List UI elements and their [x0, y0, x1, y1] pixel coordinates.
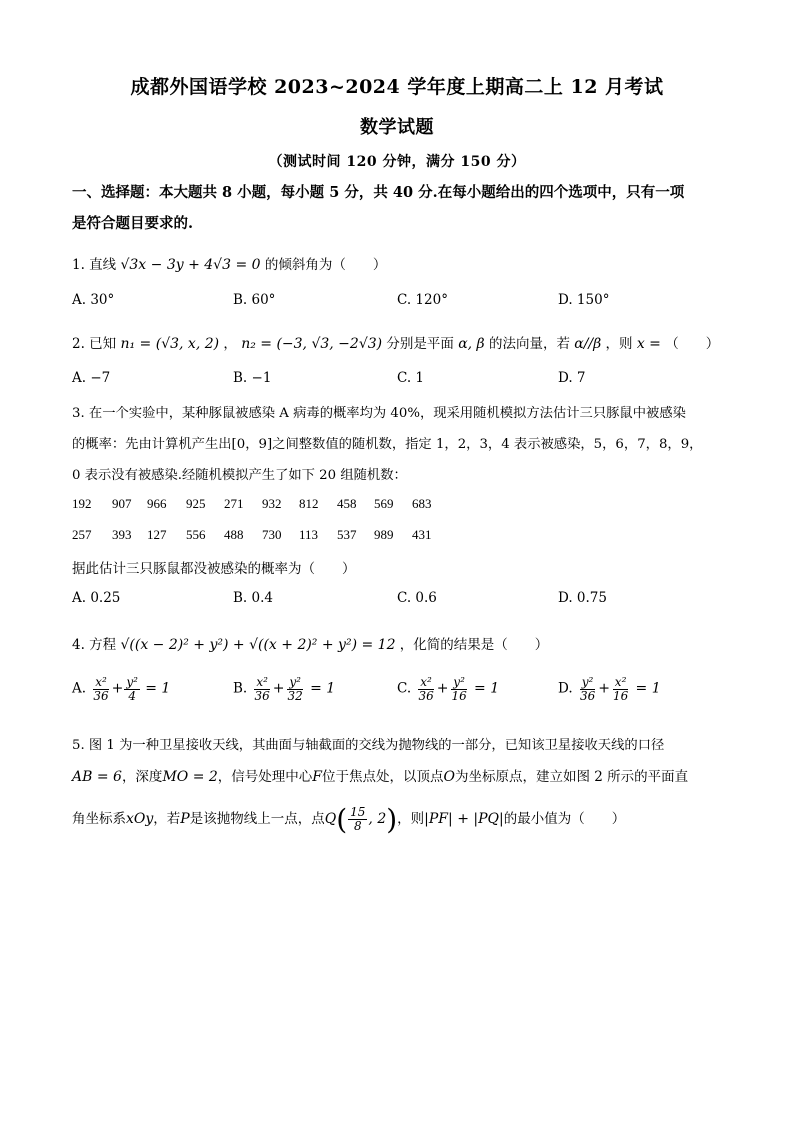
denominator: 36 — [418, 688, 434, 703]
random-number: 257 — [72, 527, 92, 542]
q5-text: 位于焦点处，以顶点 — [322, 769, 444, 785]
denominator: 16 — [451, 688, 467, 703]
q2-option-a: A. −7 — [72, 370, 111, 386]
question-4 — [72, 633, 548, 653]
random-number: 113 — [299, 527, 319, 542]
random-number: 932 — [262, 496, 282, 511]
q2-vector-n1: n₁ = (√3, x, 2) — [120, 336, 220, 352]
option-label: C. — [397, 680, 412, 697]
q1-equation: √3x − 3y + 4√3 = 0 — [120, 257, 261, 273]
denominator: 8 — [353, 819, 362, 833]
random-number: 431 — [412, 527, 432, 542]
random-number: 730 — [262, 527, 282, 542]
equation-rhs: = 1 — [145, 680, 171, 697]
right-paren: ) — [386, 803, 398, 836]
q1-suffix: 的倾斜角为（ ） — [264, 257, 387, 273]
q3-option-a: A. 0.25 — [72, 590, 121, 606]
denominator: 16 — [612, 688, 629, 703]
q4-equation: √((x − 2)² + y²) + √((x + 2)² + y²) = 12 — [120, 637, 396, 653]
numerator: x² — [420, 675, 432, 689]
q5-q-y: , 2 — [368, 811, 387, 827]
question-1 — [72, 253, 386, 273]
q2-option-b: B. −1 — [233, 370, 272, 386]
fraction — [91, 676, 110, 702]
q5-text: ，信号处理中心 — [217, 769, 313, 785]
random-number: 192 — [72, 496, 92, 511]
q5-p: P — [180, 811, 190, 827]
q2-option-d: D. 7 — [558, 370, 586, 386]
q2-text4: （ ） — [665, 336, 720, 352]
random-number: 393 — [112, 527, 132, 542]
q2-variable: x = — [636, 336, 661, 352]
fraction — [449, 676, 468, 702]
q5-xoy: xOy — [126, 811, 154, 827]
q5-text: ，若 — [153, 811, 181, 827]
q2-text1: 分别是平面 — [386, 336, 454, 352]
q3-option-b: B. 0.4 — [233, 590, 273, 606]
fraction — [253, 676, 272, 702]
q5-line2 — [72, 765, 688, 785]
q1-option-c: C. 120° — [397, 292, 448, 308]
q5-text: 是该抛物线上一点，点 — [189, 811, 325, 827]
denominator: 32 — [287, 688, 303, 703]
numerator: y² — [581, 675, 594, 689]
q2-text3: ，则 — [605, 336, 633, 352]
q5-f: F — [312, 769, 323, 785]
q5-line1: 5. 图 1 为一种卫星接收天线，其曲面与轴截面的交线为抛物线的一部分，已知该卫星接收天线的口径 — [72, 738, 665, 753]
numerator: y² — [289, 675, 301, 689]
numerator: 15 — [350, 805, 366, 820]
q1-option-d: D. 150° — [558, 292, 610, 308]
q1-option-b: B. 60° — [233, 292, 276, 308]
q2-option-c: C. 1 — [397, 370, 425, 386]
q3-line4: 据此估计三只豚鼠都没被感染的概率为（ ） — [72, 561, 356, 577]
q4-option-a: A. $\frac{\text{x²}}{36}$ + $\frac{\text{y²}}{4}$ = 1 — [72, 675, 171, 703]
fraction — [286, 676, 305, 702]
fraction — [124, 676, 140, 702]
q5-text: ，则 — [397, 811, 425, 827]
q2-text2: 的法向量，若 — [488, 336, 570, 352]
q5-text: 角坐标系 — [72, 811, 126, 827]
random-number: 271 — [224, 496, 244, 511]
numerator: y² — [453, 675, 465, 689]
q5-sum: |PF| + |PQ| — [424, 811, 504, 827]
subject-title: 数学试题 — [360, 117, 434, 138]
q1-option-a: A. 30° — [72, 292, 115, 308]
option-label: A. — [72, 680, 87, 697]
equation-rhs: = 1 — [310, 680, 336, 697]
section-heading-line2: 是符合题目要求的. — [72, 215, 194, 232]
q3-line2: 的概率：先由计算机产生出[0，9]之间整数值的随机数，指定 1，2，3，4 表示被感染，5，6，7，8，9， — [72, 437, 703, 452]
denominator: 4 — [128, 688, 136, 703]
q5-line3 — [72, 803, 625, 836]
denominator: 36 — [93, 688, 109, 703]
q5-text: ，深度 — [121, 769, 163, 785]
denominator: 36 — [579, 688, 596, 703]
question-2 — [72, 332, 719, 352]
q3-option-d: D. 0.75 — [558, 590, 607, 606]
q4-prefix: 4. 方程 — [72, 637, 117, 653]
q2-vector-n2: n₂ = (−3, √3, −2√3) — [241, 336, 383, 352]
q5-o: O — [443, 769, 455, 785]
q4-option-d: D. $\frac{\text{y²}}{36}$ + $\frac{\text{x²}}{16}$ = 1 — [558, 675, 661, 703]
equation-rhs: = 1 — [635, 680, 661, 697]
fraction — [348, 806, 367, 832]
q3-line1: 3. 在一个实验中，某种豚鼠被感染 A 病毒的概率均为 40%，现采用随机模拟方法估计三只豚鼠中被感染 — [72, 406, 686, 421]
q4-suffix: ，化简的结果是（ ） — [399, 637, 549, 653]
q1-prefix: 1. 直线 — [72, 257, 117, 273]
fraction — [578, 676, 597, 702]
q3-option-c: C. 0.6 — [397, 590, 437, 606]
fraction — [611, 676, 630, 702]
numerator: y² — [126, 675, 138, 689]
denominator: 36 — [254, 688, 270, 703]
q5-q: Q — [324, 811, 337, 827]
random-number: 556 — [186, 527, 206, 542]
numerator: x² — [256, 675, 268, 689]
equation-rhs: = 1 — [474, 680, 500, 697]
option-label: D. — [558, 680, 573, 697]
option-label: B. — [233, 680, 248, 697]
q5-ab: AB = 6 — [72, 769, 122, 785]
random-number: 458 — [337, 496, 357, 511]
random-number: 537 — [337, 527, 357, 542]
left-paren: ( — [336, 803, 348, 836]
q4-option-b: B. $\frac{\text{x²}}{36}$ + $\frac{\text{y²}}{32}$ = 1 — [233, 675, 336, 703]
numerator: x² — [614, 675, 627, 689]
q5-mo: MO = 2 — [162, 769, 218, 785]
q2-separator: ， — [223, 336, 237, 352]
q5-text: 的最小值为（ ） — [503, 811, 626, 827]
random-number: 569 — [374, 496, 394, 511]
q2-parallel: α//β — [574, 336, 602, 352]
section-heading-line1: 一、选择题：本大题共 8 小题，每小题 5 分，共 40 分.在每小题给出的四个选项中，只有一项 — [72, 184, 685, 201]
q2-prefix: 2. 已知 — [72, 336, 117, 352]
q5-text: 为坐标原点，建立如图 2 所示的平面直 — [455, 769, 689, 785]
random-number: 127 — [147, 527, 167, 542]
fraction — [416, 676, 435, 702]
numerator: x² — [95, 675, 107, 689]
q4-option-c: C. $\frac{\text{x²}}{36}$ + $\frac{\text{y²}}{16}$ = 1 — [397, 675, 500, 703]
random-number: 989 — [374, 527, 394, 542]
exam-info: （测试时间 120 分钟，满分 150 分） — [268, 154, 526, 170]
q3-line3: 0 表示没有被感染.经随机模拟产生了如下 20 组随机数： — [72, 468, 407, 483]
exam-title: 成都外国语学校 2023~2024 学年度上期高二上 12 月考试 — [130, 76, 664, 98]
random-number: 683 — [412, 496, 432, 511]
random-number: 907 — [112, 496, 132, 511]
random-number: 488 — [224, 527, 244, 542]
q2-planes: α, β — [458, 336, 485, 352]
random-number: 812 — [299, 496, 319, 511]
random-number: 925 — [186, 496, 206, 511]
random-number: 966 — [147, 496, 167, 511]
